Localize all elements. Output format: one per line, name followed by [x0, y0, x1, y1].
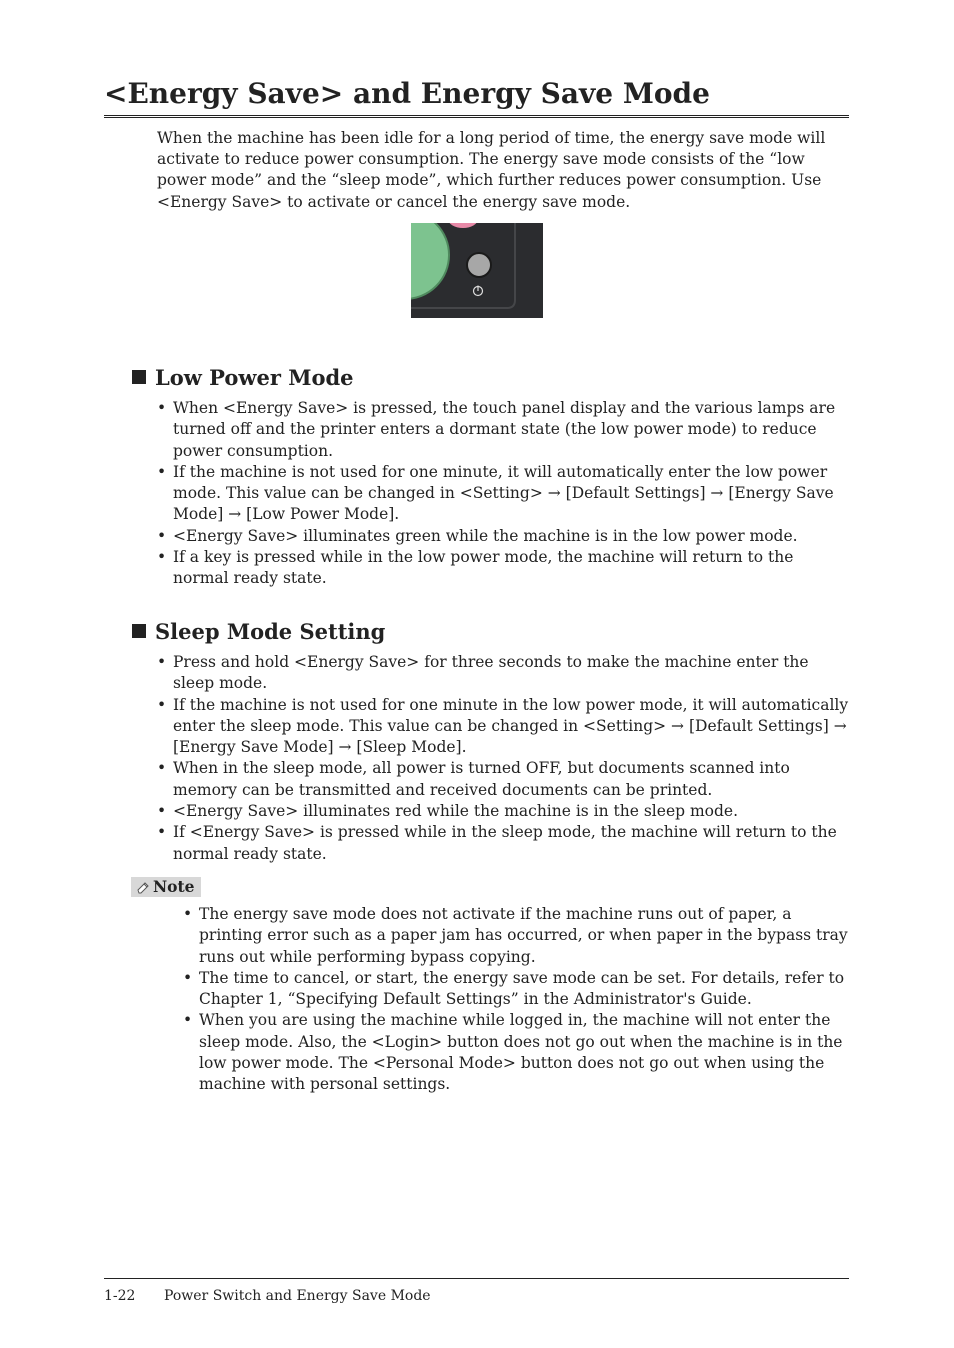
section-heading-low-power: Low Power Mode	[132, 364, 354, 392]
page-title: <Energy Save> and Energy Save Mode	[104, 74, 849, 118]
intro-paragraph: When the machine has been idle for a long period of time, the energy save mode will activate to reduce power consumption. The energy save mode consists of the “low power mode” and the “sleep mode”, which further reduces power consumption. Use <Energy Save> to activate or cancel the energy save mode.	[157, 129, 826, 211]
list-item: • If the machine is not used for one minute in the low power mode, it will automatically enter the sleep mode. This value can be changed in <Setting> → [Default Settings] → [Energy Save Mode] → [Sleep Mode].	[157, 695, 849, 757]
energy-save-panel-photo	[411, 223, 543, 318]
chapter-title: Power Switch and Energy Save Mode	[164, 1288, 431, 1304]
list-item: • When you are using the machine while logged in, the machine will not enter the sleep mode. Also, the <Login> button does not go out when the machine is in the low power mode. The <Personal Mode> button does not go out when using the machine with personal settings.	[183, 1011, 843, 1094]
low-power-list	[157, 398, 852, 590]
square-bullet-icon	[132, 370, 146, 384]
list-item: • The energy save mode does not activate if the machine runs out of paper, a printing error such as a paper jam has occurred, or when paper in the bypass tray runs out while performing bypass copying.	[183, 905, 848, 966]
sleep-mode-list	[157, 652, 852, 865]
list-item: • Press and hold <Energy Save> for three seconds to make the machine enter the sleep mode.	[157, 653, 809, 693]
list-item: • If a key is pressed while in the low power mode, the machine will return to the normal ready state.	[157, 548, 794, 588]
list-item: • When <Energy Save> is pressed, the touch panel display and the various lamps are turned off and the printer enters a dormant state (the low power mode) to reduce power consumption.	[157, 399, 836, 460]
section-heading-sleep-mode: Sleep Mode Setting	[132, 618, 385, 646]
note-label: Note	[131, 877, 201, 897]
list-item: • If <Energy Save> is pressed while in the sleep mode, the machine will return to the normal ready state.	[157, 823, 837, 863]
footer-rule	[104, 1278, 849, 1279]
pencil-icon	[136, 880, 150, 900]
square-bullet-icon	[132, 624, 146, 638]
energy-save-button-icon	[467, 253, 491, 277]
list-item: • The time to cancel, or start, the energy save mode can be set. For details, refer to Chapter 1, “Specifying Default Settings” in the Administrator's Guide.	[183, 968, 845, 1009]
list-item: • When in the sleep mode, all power is turned OFF, but documents scanned into memory can be transmitted and received documents can be printed.	[157, 759, 790, 799]
list-item: • <Energy Save> illuminates green while the machine is in the low power mode.	[157, 526, 798, 545]
page-number: 1-22	[104, 1288, 136, 1304]
note-list	[183, 904, 853, 1096]
list-item: • <Energy Save> illuminates red while the machine is in the sleep mode.	[157, 802, 739, 821]
page-footer	[104, 1286, 431, 1306]
list-item: • If the machine is not used for one minute, it will automatically enter the low power mode. This value can be changed in <Setting> → [Default Settings] → [Energy Save Mode] → [Low Power Mode].	[157, 462, 834, 524]
